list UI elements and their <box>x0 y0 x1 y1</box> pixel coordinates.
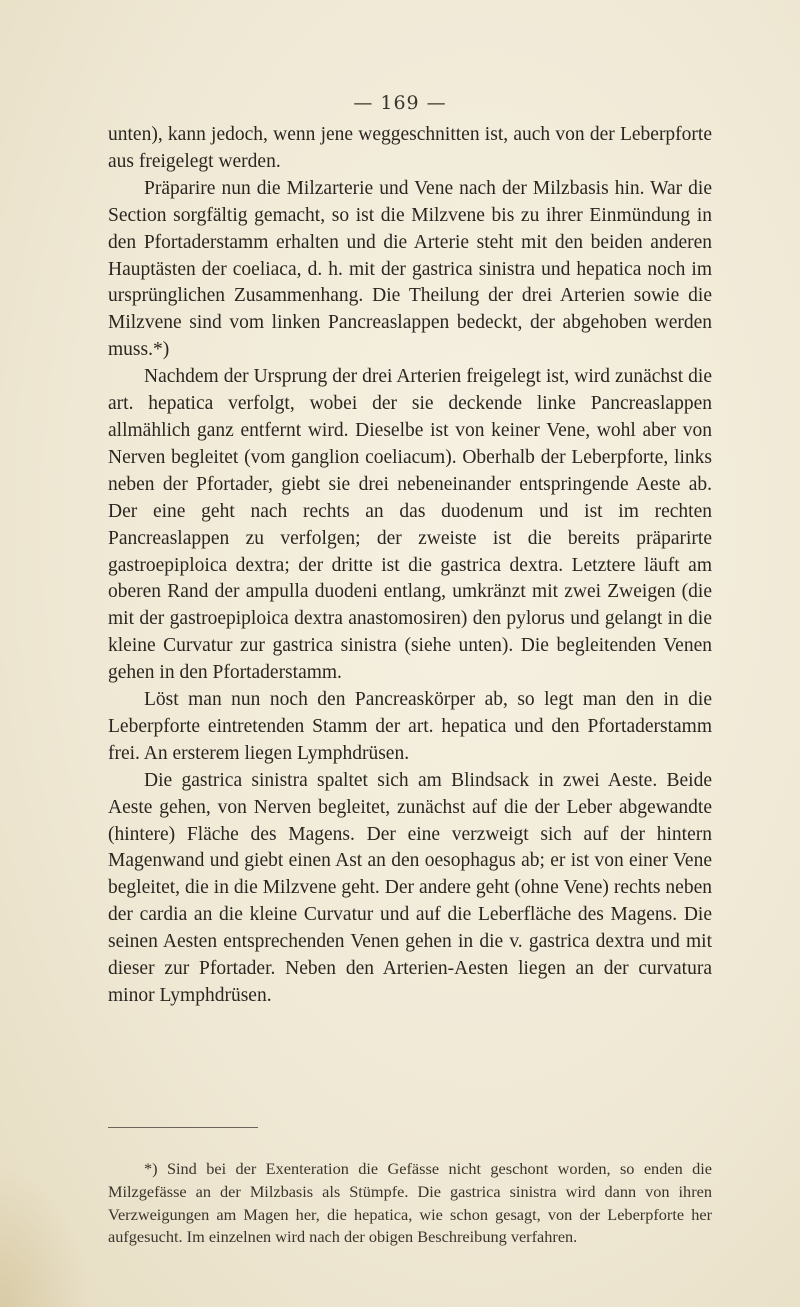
paragraph-3: Nachdem der Ursprung der drei Arterien freigelegt ist, wird zunächst die art. hepatica verfolgt, wobei der sie deckende linke Pancreaslappen allmählich ganz entfernt wird. Dieselbe ist von keiner Vene, wohl aber von Nerven begleitet (vom ganglion coeliacum). Oberhalb der Leberpforte, links neben der Pfortader, giebt sie drei nebeneinander entspringende Aeste ab. Der eine geht nach rechts an das duodenum und ist im rechten Pancreaslappen zu verfolgen; der zweiste ist die bereits präparirte gastroepiploica dextra; der dritte ist die gastrica dextra. Letztere läuft am oberen Rand der ampulla duodeni entlang, umkränzt mit zwei Zweigen (die mit der gastroepiploica dextra anastomosiren) den pylorus und gelangt in die kleine Curvatur zur gastrica sinistra (siehe unten). Die begleitenden Venen gehen in den Pfortaderstamm. <box>108 366 712 684</box>
paragraph-1: unten), kann jedoch, wenn jene weggeschnitten ist, auch von der Leberpforte aus freigelegt werden. <box>108 124 712 172</box>
body-text <box>108 122 712 1010</box>
footnote: *) Sind bei der Exenteration die Gefässe nicht geschont worden, so enden die Milzgefässe an der Milzbasis als Stümpfe. Die gastrica sinistra wird dann von ihren Verzweigungen am Magen her, die hepatica, wie schon gesagt, von der Leberpforte her aufgesucht. Im einzelnen wird nach der obigen Beschreibung verfahren. <box>108 1159 712 1247</box>
paragraph-4: Löst man nun noch den Pancreaskörper ab, so legt man den in die Leberpforte eintretenden Stamm der art. hepatica und den Pfortaderstamm frei. An ersterem liegen Lymphdrüsen. <box>108 689 712 764</box>
paper-stain <box>0 1167 90 1307</box>
page-number: — 169 — <box>353 92 447 114</box>
footnote-divider <box>108 1127 258 1128</box>
paragraph-2: Präparire nun die Milzarterie und Vene nach der Milzbasis hin. War die Section sorgfältig gemacht, so ist die Milzvene bis zu ihrer Einmündung in den Pfortaderstamm erhalten und die Arterie steht mit den beiden anderen Hauptästen der coeliaca, d. h. mit der gastrica sinistra und hepatica noch im ursprünglichen Zusammenhang. Die Theilung der drei Arterien sowie die Milzvene sind vom linken Pancreaslappen bedeckt, der abgehoben werden muss.*) <box>108 177 712 361</box>
paragraph-5: Die gastrica sinistra spaltet sich am Blindsack in zwei Aeste. Beide Aeste gehen, von Nerven begleitet, zunächst auf die der Leber abgewandte (hintere) Fläche des Magens. Der eine verzweigt sich auf der hintern Magenwand und giebt einen Ast an den oesophagus ab; er ist von einer Vene begleitet, die in die Milzvene geht. Der andere geht (ohne Vene) rechts neben der cardia an die kleine Curvatur und auf die Leberfläche des Magens. Die seinen Aesten entsprechenden Venen gehen in die v. gastrica dextra und mit dieser zur Pfortader. Neben den Arterien-Aesten liegen an der curvatura minor Lymphdrüsen. <box>108 769 712 1006</box>
